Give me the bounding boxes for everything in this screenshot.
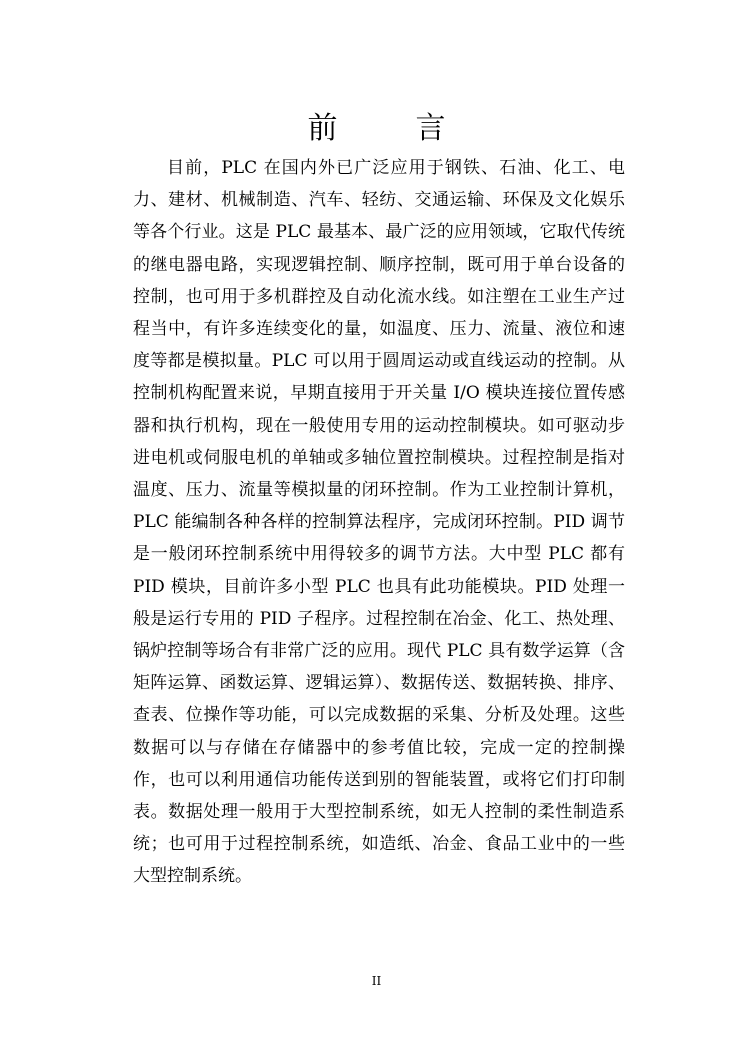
page-number: II (371, 974, 382, 988)
page-title: 前 言 (307, 111, 470, 146)
body-paragraph: 目前，PLC 在国内外已广泛应用于钢铁、石油、化工、电力、建材、机械制造、汽车、轻纺、交通运输、环保及文化娱乐等各个行业。这是 PLC 最基本、最广泛的应用领域，它取代传统的继电器电路，实现逻辑控制、顺序控制，既可用于单台设备的控制，也可用于多机群控及自动化流水线。如注塑在工业生产过程当中，有许多连续变化的量，如温度、压力、流量、液位和速度等都是模拟量。PLC 可以用于圆周运动或直线运动的控制。从控制机构配置来说，早期直接用于开关量 I/O 模块连接位置传感器和执行机构，现在一般使用专用的运动控制模块。如可驱动步进电机或伺服电机的单轴或多轴位置控制模块。过程控制是指对温度、压力、流量等模拟量的闭环控制。作为工业控制计算机，PLC 能编制各种各样的控制算法程序，完成闭环控制。PID 调节是一般闭环控制系统中用得较多的调节方法。大中型 PLC 都有 PID 模块，目前许多小型 PLC 也具有此功能模块。PID 处理一般是运行专用的 PID 子程序。过程控制在冶金、化工、热处理、锅炉控制等场合有非常广泛的应用。现代 PLC 具有数学运算（含矩阵运算、函数运算、逻辑运算）、数据传送、数据转换、排序、查表、位操作等功能，可以完成数据的采集、分析及处理。这些数据可以与存储在存储器中的参考值比较，完成一定的控制操作，也可以利用通信功能传送到别的智能装置，或将它们打印制表。数据处理一般用于大型控制系统，如无人控制的柔性制造系统；也可用于过程控制系统，如造纸、冶金、食品工业中的一些大型控制系统。 (133, 158, 625, 887)
